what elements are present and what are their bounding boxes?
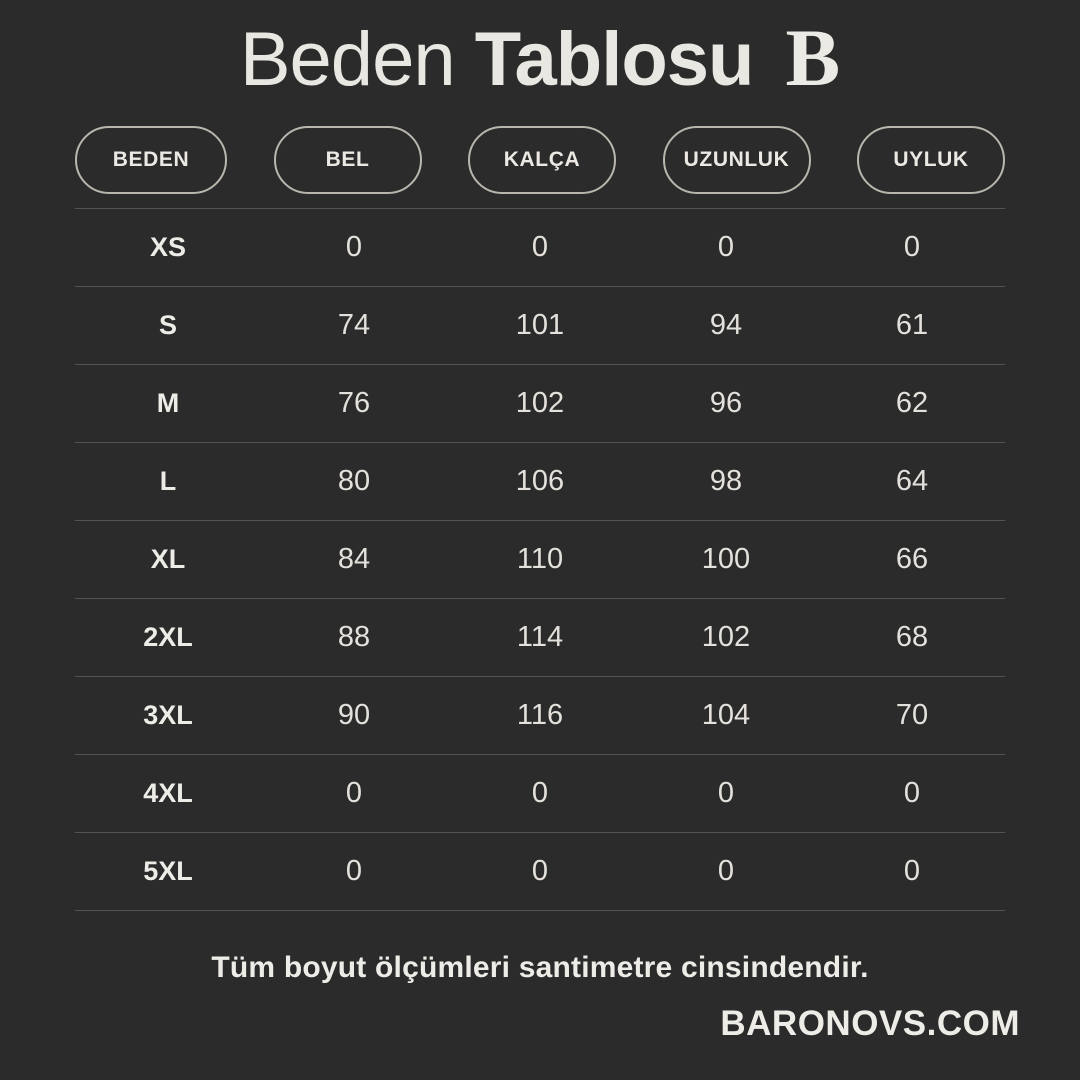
- cell-uyluk: 0: [819, 209, 1005, 287]
- cell-bel: 0: [261, 209, 447, 287]
- cell-kalca: 0: [447, 209, 633, 287]
- cell-uyluk: 0: [819, 833, 1005, 911]
- cell-bel: 76: [261, 365, 447, 443]
- cell-uyluk: 66: [819, 521, 1005, 599]
- cell-size: 3XL: [75, 677, 261, 755]
- cell-uzunluk: 98: [633, 443, 819, 521]
- table-row: [75, 677, 1005, 755]
- cell-size: S: [75, 287, 261, 365]
- cell-bel: 88: [261, 599, 447, 677]
- cell-uyluk: 70: [819, 677, 1005, 755]
- table-row: [75, 365, 1005, 443]
- page-title-light: Beden: [239, 17, 475, 102]
- cell-uzunluk: 104: [633, 677, 819, 755]
- cell-bel: 84: [261, 521, 447, 599]
- cell-bel: 74: [261, 287, 447, 365]
- cell-kalca: 114: [447, 599, 633, 677]
- table-row: [75, 521, 1005, 599]
- cell-kalca: 102: [447, 365, 633, 443]
- table-row: [75, 209, 1005, 287]
- cell-size: 5XL: [75, 833, 261, 911]
- table-row: [75, 599, 1005, 677]
- cell-kalca: 101: [447, 287, 633, 365]
- page-header: [0, 0, 1080, 108]
- cell-size: XL: [75, 521, 261, 599]
- column-header-kalca: KALÇA: [468, 126, 616, 194]
- page-title: [239, 17, 754, 102]
- column-header-bel: BEL: [274, 126, 422, 194]
- column-header-beden: BEDEN: [75, 126, 227, 194]
- cell-uyluk: 62: [819, 365, 1005, 443]
- cell-size: 4XL: [75, 755, 261, 833]
- cell-uzunluk: 96: [633, 365, 819, 443]
- cell-size: M: [75, 365, 261, 443]
- table-row: [75, 287, 1005, 365]
- column-header-pills: [75, 126, 1005, 194]
- cell-kalca: 0: [447, 755, 633, 833]
- column-header-uyluk: UYLUK: [857, 126, 1005, 194]
- cell-size: XS: [75, 209, 261, 287]
- page-title-bold: Tablosu: [474, 17, 754, 102]
- brand-logo-icon: B: [785, 12, 841, 103]
- cell-size: 2XL: [75, 599, 261, 677]
- cell-bel: 80: [261, 443, 447, 521]
- cell-bel: 0: [261, 833, 447, 911]
- cell-uzunluk: 0: [633, 755, 819, 833]
- cell-uzunluk: 102: [633, 599, 819, 677]
- column-header-uzunluk: UZUNLUK: [663, 126, 811, 194]
- cell-uyluk: 0: [819, 755, 1005, 833]
- cell-bel: 90: [261, 677, 447, 755]
- cell-kalca: 106: [447, 443, 633, 521]
- measurement-note: Tüm boyut ölçümleri santimetre cinsindendir.: [211, 951, 869, 984]
- table-row: [75, 833, 1005, 911]
- cell-uzunluk: 0: [633, 209, 819, 287]
- website-label: BARONOVS.COM: [720, 1004, 1020, 1043]
- cell-kalca: 116: [447, 677, 633, 755]
- table-row: [75, 755, 1005, 833]
- size-table-wrapper: [75, 208, 1005, 911]
- cell-size: L: [75, 443, 261, 521]
- cell-uzunluk: 100: [633, 521, 819, 599]
- cell-uyluk: 64: [819, 443, 1005, 521]
- cell-uzunluk: 94: [633, 287, 819, 365]
- table-row: [75, 443, 1005, 521]
- cell-kalca: 110: [447, 521, 633, 599]
- cell-bel: 0: [261, 755, 447, 833]
- size-table: [75, 208, 1005, 911]
- cell-kalca: 0: [447, 833, 633, 911]
- cell-uyluk: 68: [819, 599, 1005, 677]
- cell-uyluk: 61: [819, 287, 1005, 365]
- cell-uzunluk: 0: [633, 833, 819, 911]
